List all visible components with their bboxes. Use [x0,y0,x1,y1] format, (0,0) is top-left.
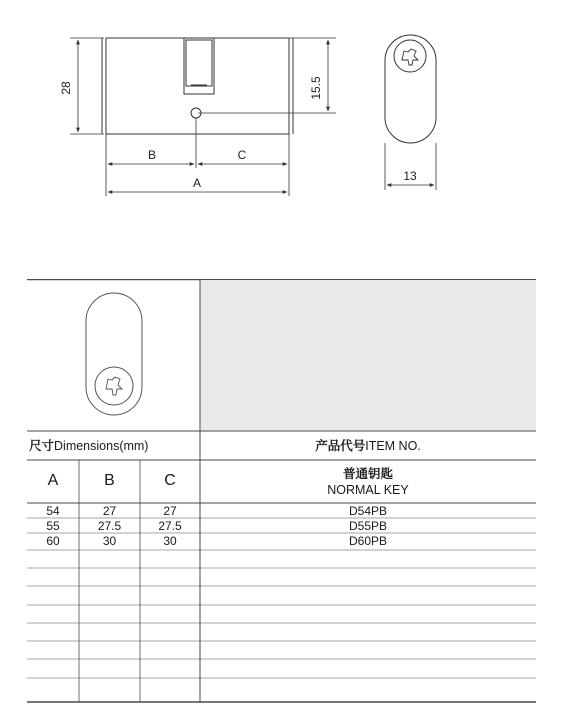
row-2-c: 27.5 [158,519,182,533]
offset-dimension [198,38,336,113]
technical-drawing [0,0,570,279]
key-type [200,466,536,498]
row-2-b: 27.5 [97,519,122,533]
col-c-header: C [164,472,176,489]
row-3-b: 30 [102,534,117,548]
item-no-header-cn: 产品代号 [315,439,366,453]
side-width-value: 13 [403,169,417,183]
row-1-item: D54PB [348,504,388,518]
dim-b-label: B [147,148,157,162]
col-a-header: A [47,472,59,489]
dim-a-label: A [192,176,202,190]
row-2-item: D55PB [348,519,388,533]
row-3-a: 60 [46,534,60,548]
dim-c-label: C [237,148,247,162]
key-front-illustration [86,293,142,415]
row-3-c: 30 [163,534,177,548]
height-dimension [70,38,104,134]
row-1-c: 27 [163,504,177,518]
cylinder-front-view [102,38,293,134]
row-1-a: 54 [46,504,60,518]
dimensions-header-en: Dimensions(mm) [54,439,149,453]
key-type-en: NORMAL KEY [327,483,409,497]
col-b-header: B [104,472,115,489]
row-3-item: D60PB [348,534,388,548]
item-no-header-en: ITEM NO. [365,439,421,453]
row-1-b: 27 [102,504,117,518]
dimensions-header-cn: 尺寸 [29,439,55,453]
height-value: 28 [59,81,73,95]
row-2-a: 55 [46,519,60,533]
dimensions-header [29,436,199,458]
key-type-cn: 普通钥匙 [342,467,393,481]
cylinder-side-view [385,35,436,143]
item-no-header [200,436,536,458]
offset-value: 15.5 [309,76,323,100]
